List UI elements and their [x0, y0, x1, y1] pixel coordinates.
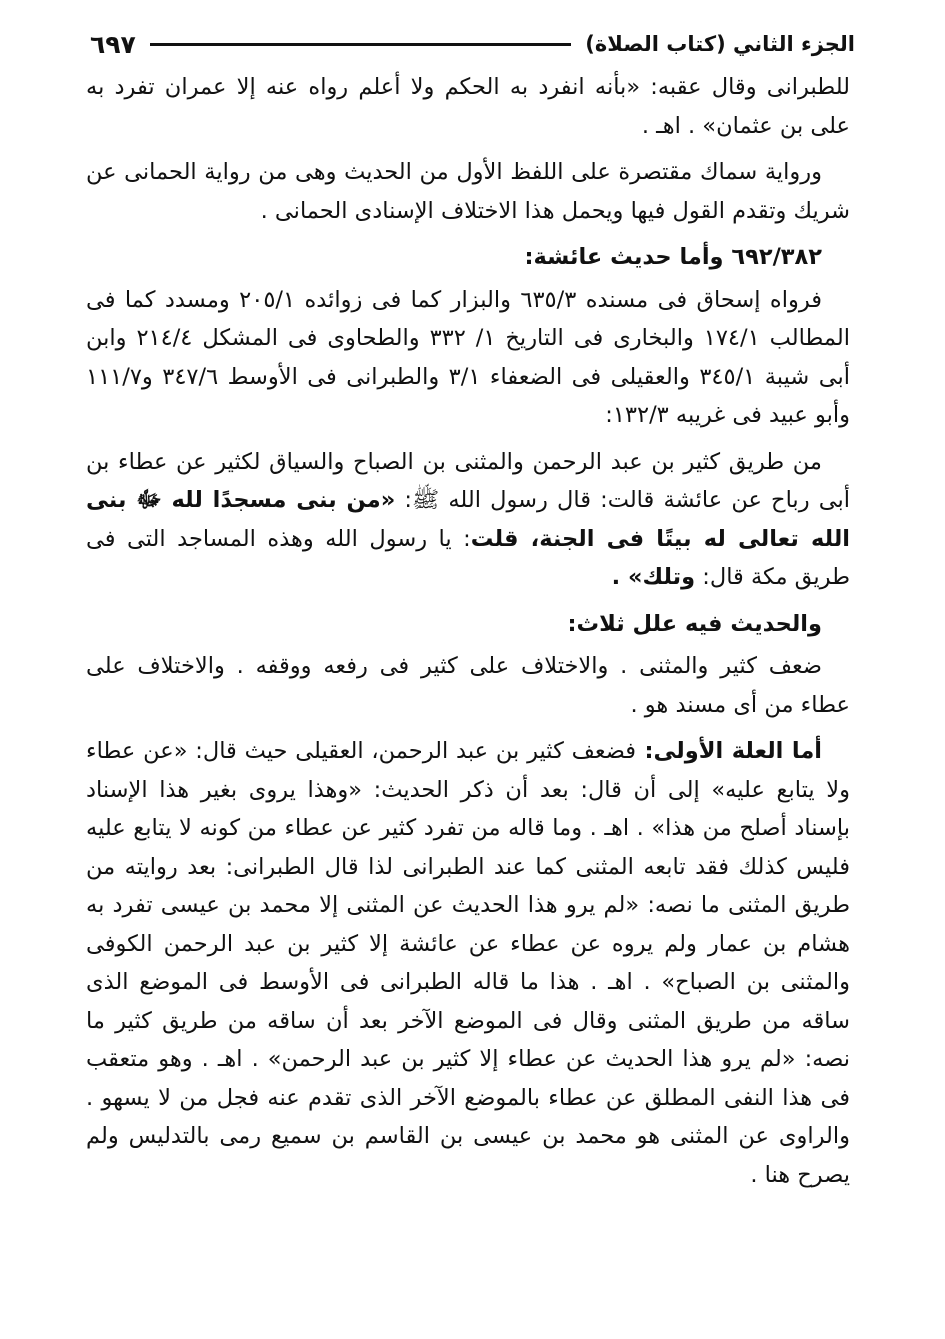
paragraph-simak-narration: ورواية سماك مقتصرة على اللفظ الأول من الحديث وهى من رواية الحمانى عن شريك وتقدم القول فيها ويحمل هذا الاختلاف الإسنادى الحمانى . — [86, 159, 850, 224]
header-title: الجزء الثاني (كتاب الصلاة) — [585, 32, 855, 56]
hadith-matn: «من بنى مسجدًا لله ﷻ بنى الله تعالى له بيتًا فى الجنة، قلت — [86, 487, 850, 552]
hadith-question: : يا رسول الله وهذه المساجد التى فى طريق مكة قال: — [86, 525, 850, 590]
page-number: ٦٩٧ — [90, 29, 136, 59]
hadith-isnad: من طريق كثير بن عبد الرحمن والمثنى بن الصباح والسياق لكثير عن عطاء بن أبى رباح عن عائشة قالت: قال رسول الله ﷺ: — [86, 448, 850, 513]
header-rule — [150, 43, 572, 46]
running-header — [90, 24, 855, 64]
hadith-answer: وتلك» . — [611, 564, 696, 590]
first-defect-text: فضعف كثير بن عبد الرحمن، العقيلى حيث قال: «عن عطاء ولا يتابع عليه» إلى أن قال: بعد أن ذكر الحديث: «وهذا يروى بغير هذا الإسناد بإسناد أصلح من هذا» . اهـ . وما قاله من تفرد كثير عن عطاء من كونه لا يتابع عليه فليس كذلك فقد تابعه المثنى كما عند الطبرانى لذا قال الطبرانى: بعد روايته من طريق المثنى ما نصه: «لم يرو هذا الحديث عن المثنى إلا محمد بن عيسى تفرد به هشام بن عمار ولم يروه عن عطاء عن عائشة إلا كثير بن عبد الرحمن الكوفى والمثنى بن الصباح» . اهـ . هذا ما قاله الطبرانى فى الأوسط فى الموضع الذى ساقه من طريق المثنى وقال فى الموضع الآخر بعد أن ساقه من طريق كثير ما نصه: «لم يرو هذا الحديث عن عطاء إلا كثير بن عبد الرحمن» . اهـ . وهو متعقب فى هذا النفى المطلق عن عطاء بالموضع الآخر الذى تقدم عنه فجل من لا يسهو . والراوى عن المثنى هو محمد بن عيسى بن القاسم بن سميع رمى بالتدليس ولم يصرح هنا . — [86, 738, 850, 1188]
section-heading-defects: والحديث فيه علل ثلاث: — [567, 610, 822, 637]
paragraph-continuation: للطبرانى وقال عقبه: «بأنه انفرد به الحكم ولا أعلم رواه عنه إلا عمران تفرد به على بن عثمان» . اهـ . — [86, 74, 850, 139]
first-defect-label: أما العلة الأولى: — [636, 738, 822, 764]
page-body — [86, 68, 850, 1202]
paragraph-first-defect — [86, 732, 850, 1194]
paragraph-defects-list: ضعف كثير والمثنى . والاختلاف على كثير فى رفعه ووقفه . والاختلاف على عطاء من أى مسند هو . — [86, 653, 850, 718]
section-heading-aisha: ٦٩٢/٣٨٢ وأما حديث عائشة: — [524, 244, 822, 270]
paragraph-hadith-text — [86, 443, 850, 597]
paragraph-sources: فرواه إسحاق فى مسنده ٦٣٥/٣ والبزار كما فى زوائده ٢٠٥/١ ومسدد كما فى المطالب ١٧٤/١ والبخارى فى التاريخ ١/ ٣٣٢ والطحاوى فى المشكل ٢١٤/٤ وابن أبى شيبة ٣٤٥/١ والعقيلى فى الضعفاء ٣/١ والطبرانى فى الأوسط ٣٤٧/٦ و١١١/٧ وأبو عبيد فى غريبه ١٣٢/٣: — [86, 286, 851, 428]
